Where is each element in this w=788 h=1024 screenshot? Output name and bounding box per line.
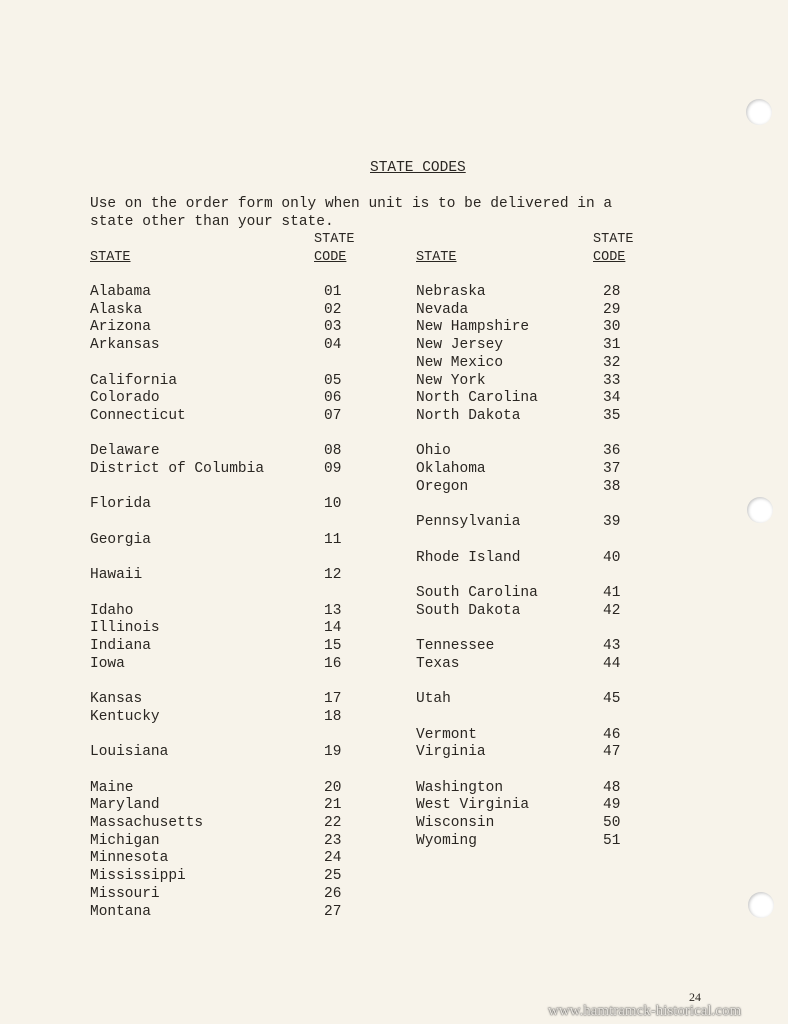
state-code: 02 [324, 301, 342, 318]
state-name: Indiana [90, 638, 151, 654]
state-code: 08 [324, 443, 342, 460]
header-code-right [593, 231, 634, 266]
state-code: 01 [324, 284, 342, 300]
state-code: 05 [324, 372, 342, 389]
header-code-left [314, 231, 355, 266]
state-code: 40 [603, 549, 621, 566]
state-code: 17 [324, 691, 342, 708]
state-code: 39 [603, 514, 621, 531]
state-code: 49 [603, 797, 621, 814]
header-state-label: STATE [416, 250, 457, 265]
state-code: 32 [603, 354, 621, 371]
header-state-left [90, 249, 131, 267]
state-name: Ohio [416, 443, 451, 460]
state-name: New Jersey [416, 337, 504, 354]
state-code: 19 [324, 744, 342, 761]
state-name: Vermont [416, 726, 477, 743]
state-code: 25 [324, 868, 342, 885]
state-name: New Mexico [416, 354, 504, 371]
binder-hole [747, 497, 773, 523]
binder-hole [748, 892, 774, 918]
page-number: 24 [689, 990, 701, 1004]
state-name: South Carolina [416, 584, 538, 601]
state-code: 04 [324, 337, 342, 354]
state-name: Michigan [90, 832, 160, 849]
state-code: 37 [603, 461, 621, 477]
state-name: Oregon [416, 478, 469, 495]
state-name: Missouri [90, 885, 160, 902]
state-name: Mississippi [90, 868, 186, 885]
state-code: 18 [324, 708, 342, 725]
state-code: 31 [603, 337, 621, 354]
state-code: 11 [324, 531, 342, 548]
state-code: 28 [603, 284, 621, 300]
state-name: Nevada [416, 301, 469, 318]
state-code: 07 [324, 407, 342, 424]
state-code: 23 [324, 832, 342, 849]
state-code: 26 [324, 885, 342, 902]
binder-hole [746, 99, 772, 125]
state-name: Kansas [90, 691, 143, 708]
state-name: Utah [416, 691, 451, 708]
header-state-label: STATE [90, 250, 131, 265]
state-code: 41 [603, 584, 621, 601]
state-name: Kentucky [90, 708, 160, 725]
state-name: Minnesota [90, 850, 169, 867]
state-code: 06 [324, 390, 342, 407]
state-code: 16 [324, 655, 342, 672]
state-name: Illinois [90, 620, 160, 637]
header-code-line2: CODE [593, 249, 626, 265]
state-name: Montana [90, 903, 151, 920]
state-code: 34 [603, 390, 621, 407]
state-name: North Dakota [416, 407, 521, 424]
state-name: Idaho [90, 602, 134, 619]
state-name: Louisiana [90, 744, 169, 761]
state-name: Texas [416, 655, 460, 672]
state-code: 12 [324, 567, 342, 584]
state-code: 21 [324, 797, 342, 814]
state-code: 35 [603, 407, 621, 424]
state-name: Massachusetts [90, 815, 204, 831]
intro-paragraph: Use on the order form only when unit is to be delivered in a state other than your state. [90, 196, 613, 230]
state-code: 50 [603, 815, 621, 831]
state-code: 03 [324, 319, 342, 336]
state-code: 44 [603, 655, 621, 672]
state-name: Tennessee [416, 638, 495, 654]
state-name: Colorado [90, 390, 160, 407]
state-code: 33 [603, 372, 621, 389]
state-code: 13 [324, 602, 342, 619]
state-name: Hawaii [90, 567, 143, 584]
state-code: 30 [603, 319, 621, 336]
watermark: www.hamtramck-historical.com [548, 1003, 742, 1019]
header-code-line1: STATE [593, 232, 634, 247]
state-name: Wyoming [416, 832, 477, 849]
state-code: 09 [324, 461, 342, 477]
state-name: Virginia [416, 744, 486, 761]
state-code: 27 [324, 903, 342, 920]
page-title: STATE CODES [370, 160, 466, 176]
state-code: 51 [603, 832, 621, 849]
state-name: New Hampshire [416, 319, 530, 336]
state-name: Florida [90, 496, 151, 513]
state-name: Rhode Island [416, 549, 521, 566]
state-code: 24 [324, 850, 342, 867]
state-name: California [90, 372, 178, 389]
state-name: Iowa [90, 655, 125, 672]
state-code: 22 [324, 815, 342, 831]
state-name: Arkansas [90, 337, 160, 354]
state-code: 43 [603, 638, 621, 654]
state-name: Delaware [90, 443, 160, 460]
state-name: South Dakota [416, 602, 521, 619]
state-name: North Carolina [416, 390, 538, 407]
state-name: Pennsylvania [416, 514, 521, 531]
state-code: 38 [603, 478, 621, 495]
state-code: 15 [324, 638, 342, 654]
state-name: Alaska [90, 301, 143, 318]
header-code-line1: STATE [314, 232, 355, 247]
header-state-right [416, 249, 457, 267]
header-code-line2: CODE [314, 249, 347, 265]
state-code: 48 [603, 779, 621, 796]
state-name: Nebraska [416, 284, 486, 300]
state-name: Washington [416, 779, 504, 796]
state-code: 45 [603, 691, 621, 708]
state-code: 29 [603, 301, 621, 318]
state-code: 46 [603, 726, 621, 743]
state-name: Maryland [90, 797, 160, 814]
state-name: Arizona [90, 319, 151, 336]
state-code: 42 [603, 602, 621, 619]
state-name: Connecticut [90, 407, 186, 424]
state-code: 47 [603, 744, 621, 761]
state-code: 10 [324, 496, 342, 513]
state-name: Alabama [90, 284, 151, 300]
state-code: 36 [603, 443, 621, 460]
state-name: Wisconsin [416, 815, 495, 831]
state-name: West Virginia [416, 797, 530, 814]
state-code: 14 [324, 620, 342, 637]
state-name: Maine [90, 779, 134, 796]
state-name: District of Columbia [90, 461, 265, 477]
state-name: Oklahoma [416, 461, 486, 477]
state-name: Georgia [90, 531, 151, 548]
state-name: New York [416, 372, 486, 389]
state-code: 20 [324, 779, 342, 796]
